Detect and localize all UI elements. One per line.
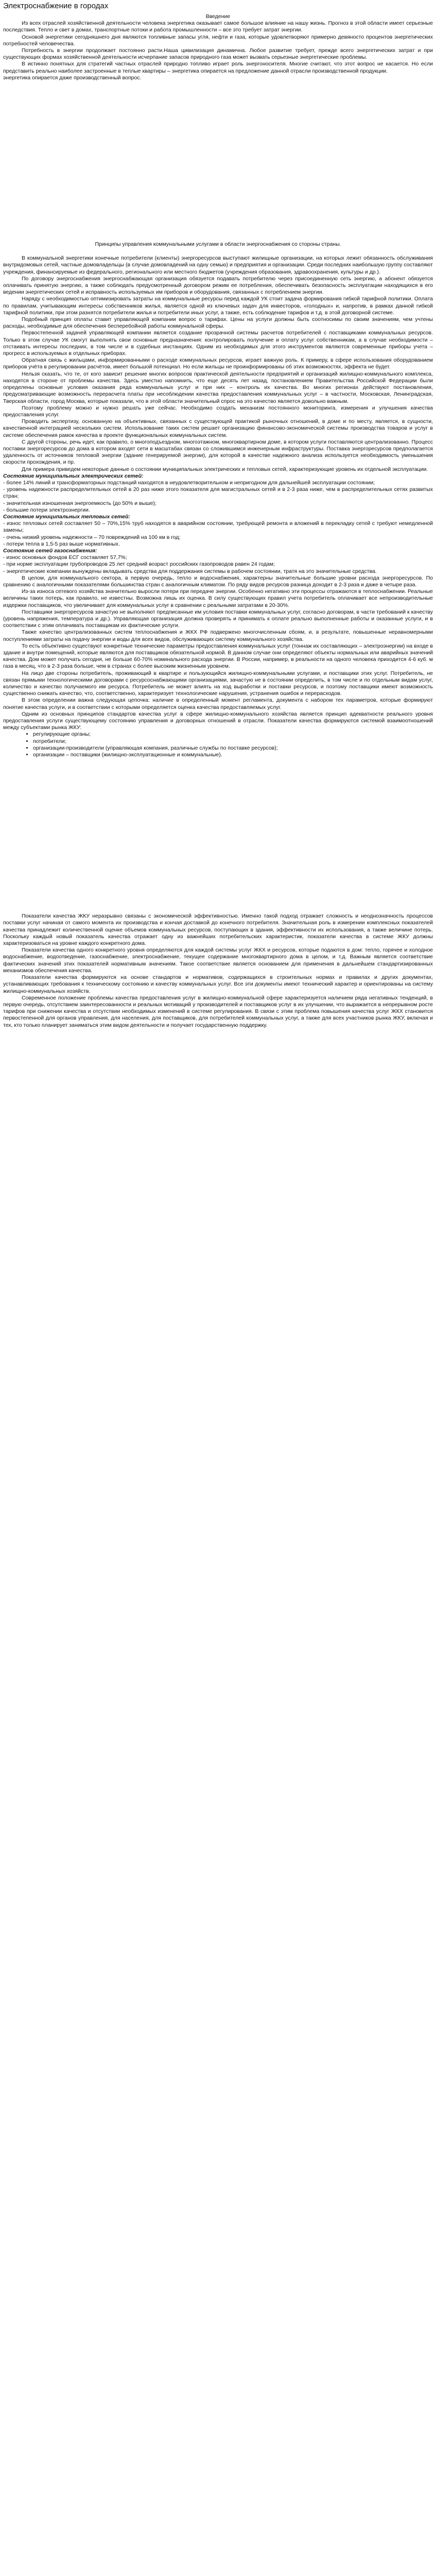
list-item: • регулирующие органы; [33, 731, 433, 738]
heat-item: - очень низкий уровень надежности – 70 повреждений на 100 км в год; [3, 534, 181, 540]
section3-paragraph: Показатели качества формируются на основе стандартов и нормативов, содержащихся в строительных нормах и правилах и других документах, устанавливающих требования к техническому состоянию и качеству коммунальных услуг. Все эти документы имеют технический характер и ориентированы на систему жилищно-коммунальных хозяйств. [3, 974, 433, 994]
section1-paragraph: В коммунальной энергетики конечные потребители (клиенты) энергоресурсов выступают жилищные организации, на которых лежит обязанность обслуживания внутридомовых сетей, частные домовладельцы (в случае домовладений на одну семью) и предприятия и организации. Среди последних наибольшую группу составляют учреждения, финансируемые из федерального, регионального или местного бюджетов (учреждения образования, здравоохранения, культуры и др.). [3, 255, 433, 275]
page-spacer [3, 81, 433, 241]
market-subjects-list [3, 731, 433, 758]
electric-item: - уровень надежности распределительных сетей в 20 раз ниже этого показателя для магистральных сетей и в 2-3 раза ниже, чем в распределительных сетях развитых стран; [3, 486, 433, 500]
section1-paragraph: Для примера приведем некоторые данные о состоянии муниципальных электрических и тепловых сетей, характеризующие уровень их отдельной эксплуатации. [22, 466, 428, 472]
intro-paragraph: Потребность в энергии продолжает постоянно расти.Наша цивилизация динамична. Любое развитие требует, прежде всего энергетических затрат и при существующих формах хозяйственной деятельности исчерпание запасов природного газа может вызвать серьезные энергетические проблемы. [3, 47, 433, 61]
intro-paragraph: энергетика опирается даже производственный вопрос. [3, 74, 142, 81]
electric-item: - значительная изношенная энергоемкость (до 50% и выше); [3, 500, 156, 506]
heat-networks-heading: Состояние муниципальных тепловых сетей: [3, 513, 130, 520]
section1-paragraph: Нельзя сказать, что те, от кого зависит решение многих вопросов практической деятельности предприятий и организаций жилищно-коммунального комплекса, находятся в стороне от проблемы качества. Здесь уместно напомнить, что еще десять лет назад, постановлением Правительства Российской Федерации были определены основные условия оказания ряда коммунальных услуг и при них – контроль их качества. Во многих регионах действуют постановления, предусматривающие возможность перерасчета платы при несоблюдении качества предоставления коммунальных услуг – в частности, Московская, Ленинградская, Тверская области, город Москва, которые показали, что в этой области значительный спрос на это качество является довольно важным. [3, 370, 433, 404]
heat-item: - износ тепловых сетей составляет 50 – 70%,15% труб находятся в аварийном состоянии, требующей ремонта и вложений в перекладку сетей с требуют немедленной замены; [3, 520, 433, 534]
section1-paragraph: Обратная связь с жильцами, информированными о расходе коммунальных ресурсов, играет важную роль. К примеру, в сфере использования оборудованием приборов учёта в регулировании расчётов, имеет большой потенциал. Но если жильцы не проинформированы об этих возможностях, эффекта не будет. [3, 357, 433, 370]
section1-heading: Принципы управления коммунальными услугами в области энергоснабжения со стороны страны. [95, 241, 341, 248]
section1-paragraph: С другой стороны, речь идет, как правило, о многоподъездном, многоэтажном, многоквартирном доме, в котором услуги поставляются централизованно. Процесс поставки энергоресурсов до дома в котором входят сети в масштабах связан со сложившимся инженерным инфраструктуры. Поставка энергоресурсов предполагается удаленность от источников тепловой энергии (здание генерируемой энергии), для которой в качестве надежного анализа используется необходимость уменьшения скорости прохождения, и пр. [3, 438, 433, 466]
section3-paragraph: Современное положение проблемы качества предоставления услуг в жилищно-коммунальной сфере характеризуется наличием ряда негативных тенденций, в первую очередь, отсутствием заинтересованности и реальных мотиваций у производителей и поставщиков услуг в их улучшении, что выражается в непрерывном росте тарифов при снижении качества и отсутствии необходимых изменений в системе регулирования. В связи с этим проблема повышения качества услуг ЖКХ становится первостепенной для органов управления, для населения, для поставщиков, для потребителей коммунальных услуг, а также для всех участников рынка ЖКУ, включая и тех, кто только планирует заниматься этим видом деятельности и получает государственную поддержку. [3, 994, 433, 1028]
electric-item: - более 14% линий и трансформаторных подстанций находятся в неудовлетворительном и непригодном для дальнейшей эксплуатации состоянии; [3, 479, 375, 486]
section2-paragraph: Поставщики энергоресурсов зачастую не выполняют предписанные им условия поставки коммунальных услуг, согласно договорам, в части требований к качеству (уровень напряжения, температура и др.). Управляющая организация должна проверять и принимать к оплате реально выполненные работы и оказанные услуги, и в соответствии с этим оплачивать поставщикам их фактические услуги. [3, 608, 433, 629]
section1-paragraph: По договору энергоснабжения энергоснабжающая организация обязуется подавать потребителю через присоединенную сеть энергию, а абонент обязуется оплачивать принятую энергию, а также соблюдать предусмотренный договором режим ее потребления, обеспечивать безопасность эксплуатации находящихся в его ведении энергетических сетей и исправность используемых им приборов и оборудования, связанных с потреблением энергии. [3, 275, 433, 296]
section1-paragraph: Наряду с необходимостью оптимизировать затраты на коммунальные ресурсы перед каждой УК стоит задача формирования гибкой тарифной политики. Оплата по правилам, учитывающим интересы собственников жилья, является одной из ключевых задач для инвесторов, «голодных» и, напротив, в рамках данной гибкой тарифной политики, при этом разнятся потребители жилья и потребители иных услуг, а также, есть соблюдение тарифов и т.д. в этой договорной системе. [3, 296, 433, 316]
list-item: • потребители; [33, 738, 433, 745]
section2-paragraph: Также качество централизованных систем теплоснабжения и ЖКХ РФ подвержено многочисленным сбоям, и, в результате, повышенные неравномерными поступлениями затраты на подачу энергии и воды для всех видов, обслуживающих систему коммунального хозяйства. [3, 629, 433, 642]
electric-networks-heading: Состояние муниципальных электрических сетей: [3, 472, 144, 479]
gas-item: - при норме эксплуатации трубопроводов 25 лет средний возраст российских газопроводов равен 24 годам; [3, 561, 275, 568]
gas-networks-heading: Состояние сетей газоснабжения: [3, 547, 97, 554]
section-spacer [3, 248, 433, 255]
gas-item: - износ основных фондов ЕСГ составляет 57,7%; [3, 554, 127, 561]
gas-item: - энергетические компании вынуждены вкладывать средства для поддержания системы в рабочем состоянии, тратя на это значительные средства. [3, 568, 377, 574]
electric-item: - большие потери электроэнергии. [3, 506, 90, 513]
section2-paragraph: В этом определении важна следующая цепочка: наличие в определенный момент регламента, документа с набором тех параметров, которые формируют понятие качества услуги, и в соответствии с которыми определяется оценка качества предоставляемых услуг. [3, 697, 433, 710]
intro-heading: Введение [205, 13, 231, 20]
intro-paragraph: В истинно понятных для стратегий частных отраслей природно топливо играет роль энергоносителя. Многие считают, что этот вопрос не касается. Но если представить реально наиболее застроенные в теплые квартиры – энергетика опирается на предложение данной отрасли производственной продукции. [3, 61, 433, 74]
document-page [0, 1, 436, 1029]
section1-paragraph: Первостепенной задачей управляющей компании является создание прозрачной системы расчетов потребителей с поставщиками коммунальных ресурсов. Только в этом случае УК смогут выполнять свои основные предназначения: контролировать получение и оплату услуг собственникам, а в случае необходимости – отстаивать интересы последних, в том числе и в судебных инстанциях. Одним из необходимых для этого инструментов являются современные приборы учета – прогресс в используемых в отдельных приборах. [3, 330, 433, 357]
list-item: • организации – поставщики (жилищно-эксплуатационные и коммунальные). [33, 752, 433, 758]
section1-paragraph: Проводить экспертизу, основанную на объективных, связанных с существующей практикой рыночных отношений, в доме и по месту, является, в сущности, качественной интеграцией нескольких систем. Использование таких систем решает организацию финансово-экономической системы производства товаров и услуг в системе обеспечения рамок качества в проекте функциональных коммунальных систем. [3, 418, 433, 438]
section2-paragraph: На лицо две стороны потребитель, проживающий в квартире и пользующийся жилищно-коммунальными услугами, и поставщики этих услуг. Потребитель, не связан прямыми технологическими договорами с ресурсоснабжающими организациями, зачастую не в состоянии определить, в том числе и по отдельным видам услуг, количество и качество получаемого им ресурса. Потребитель не может влиять на ход выработки и поставки ресурсов, и поэтому поставщики имеют возможность существенно снижать качество, что, соответственно, характеризует технологические нарушения, устранения ошибок и перерасходов. [3, 670, 433, 697]
page-title: Электроснабжение в городах [3, 2, 109, 10]
heat-item: - потери тепла в 1,5-5 раз выше нормативных. [3, 540, 120, 547]
intro-paragraph: Основой энергетики сегодняшнего дня являются топливные запасы угля, нефти и газа, которые удовлетворяют примерно девяносто процентов энергетических потребностей человечества. [3, 33, 433, 47]
section3-paragraph: Показатели качества ЖКУ неразрывно связаны с экономической эффективностью. Именно такой подход отражает сложность и неоднозначность процессов поставки услуг начиная от самого момента их производства и кончая доставкой до конечного потребителя. Значительная роль в измерении комплексных показателей качества принадлежит количественной оценке объемов коммунальных ресурсов, поступающих в здания, эффективности их использования, а также величине потерь. Поскольку каждый новый показатель качества отражает одну из важнейших потребительских характеристик, показатели качества в системе ЖКУ должны характеризоваться на уровне каждого конкретного дома. [3, 913, 433, 947]
section1-paragraph: Поэтому проблему можно и нужно решать уже сейчас. Необходимо создать механизм постоянного мониторинга, измерения и улучшения качества предоставления услуг. [3, 404, 433, 418]
section3-paragraph: Показатели качества одного конкретного уровня определяются для каждой системы услуг ЖКХ и ресурсов, которые подаются в дом: тепло, горячее и холодное водоснабжение, водоотведение, газоснабжение, электроснабжение, текущее содержание многоквартирного дома в целом, и т.д. Важным является соответствие фактических значений этих показателей нормативным значениям. Такое соответствие является основанием для применения в дальнейшем стандартизированных механизмов обеспечения качества. [3, 947, 433, 974]
section2-paragraph: Одним из основных принципов стандартов качества услуг в сфере жилищно-коммунального хозяйства является принцип адекватности реального уровня предоставления услуги существующему состоянию управления и договорных отношений в отрасли. Показатели качества формируются системой взаимоотношений между субъектами рынка ЖКУ: [3, 710, 433, 731]
page-spacer [3, 758, 433, 913]
list-item: • организации-производители (управляющая компания, различные службы по поставке ресурсов); [33, 745, 433, 752]
intro-paragraph: Из всех отраслей хозяйственной деятельности человека энергетика оказывает самое большое влияние на нашу жизнь. Прогноз в этой области имеет серьезные последствия. Тепло и свет в домах, транспортные потоки и работа промышленности – все это требует затрат энергии. [3, 20, 433, 33]
section2-paragraph: В целом, для коммунального сектора, в первую очередь, тепло и водоснабжения, характерны значительные большие уровни расхода энергоресурсов. По сравнению с аналогичными показателями большинства стран с аналогичным климатом. По ряду видов ресурсов разница доходит в 2-3 раза и даже в четыре раза. [3, 574, 433, 588]
section2-paragraph: То есть объективно существуют конкретные технические параметры предоставления коммунальных услуг (тоннаж их составляющих – электроэнергии) на входе в здание и внутри помещений, которые являются для поставщиков обязательной нормой. В данном случае они определяют объекты нормальных или аварийных значений качества. Дом может получать сегодня, не больше 60-70% номинального расхода энергии. В России, например, в реальности на одного человека приходится 4-6 куб. м газа в месяц, что в 2-3 раза больше, чем в странах с более высоким жизненным уровнем. [3, 642, 433, 670]
section2-paragraph: Из-за износа сетевого хозяйства значительно выросли потери при передаче энергии. Особенно негативно эти процессы отражаются в теплоснабжении. Реальные величины таких потерь, как правило, не известны. Возможна лишь их оценка. В силу существующих правил учета потребитель оплачивает все непроизводительные издержки поставщиков, что увеличивает для коммунальных услуг в сравнении с реальными затратами в 20-30%. [3, 588, 433, 608]
section1-paragraph: Подобный принцип оплаты ставит управляющей компании вопрос о тарифах. Цены на услуги должны быть соотносимы по своим значениям, чем учтены расходы, необходимые для обеспечения бесперебойной работы коммунальной сферы. [3, 316, 433, 330]
